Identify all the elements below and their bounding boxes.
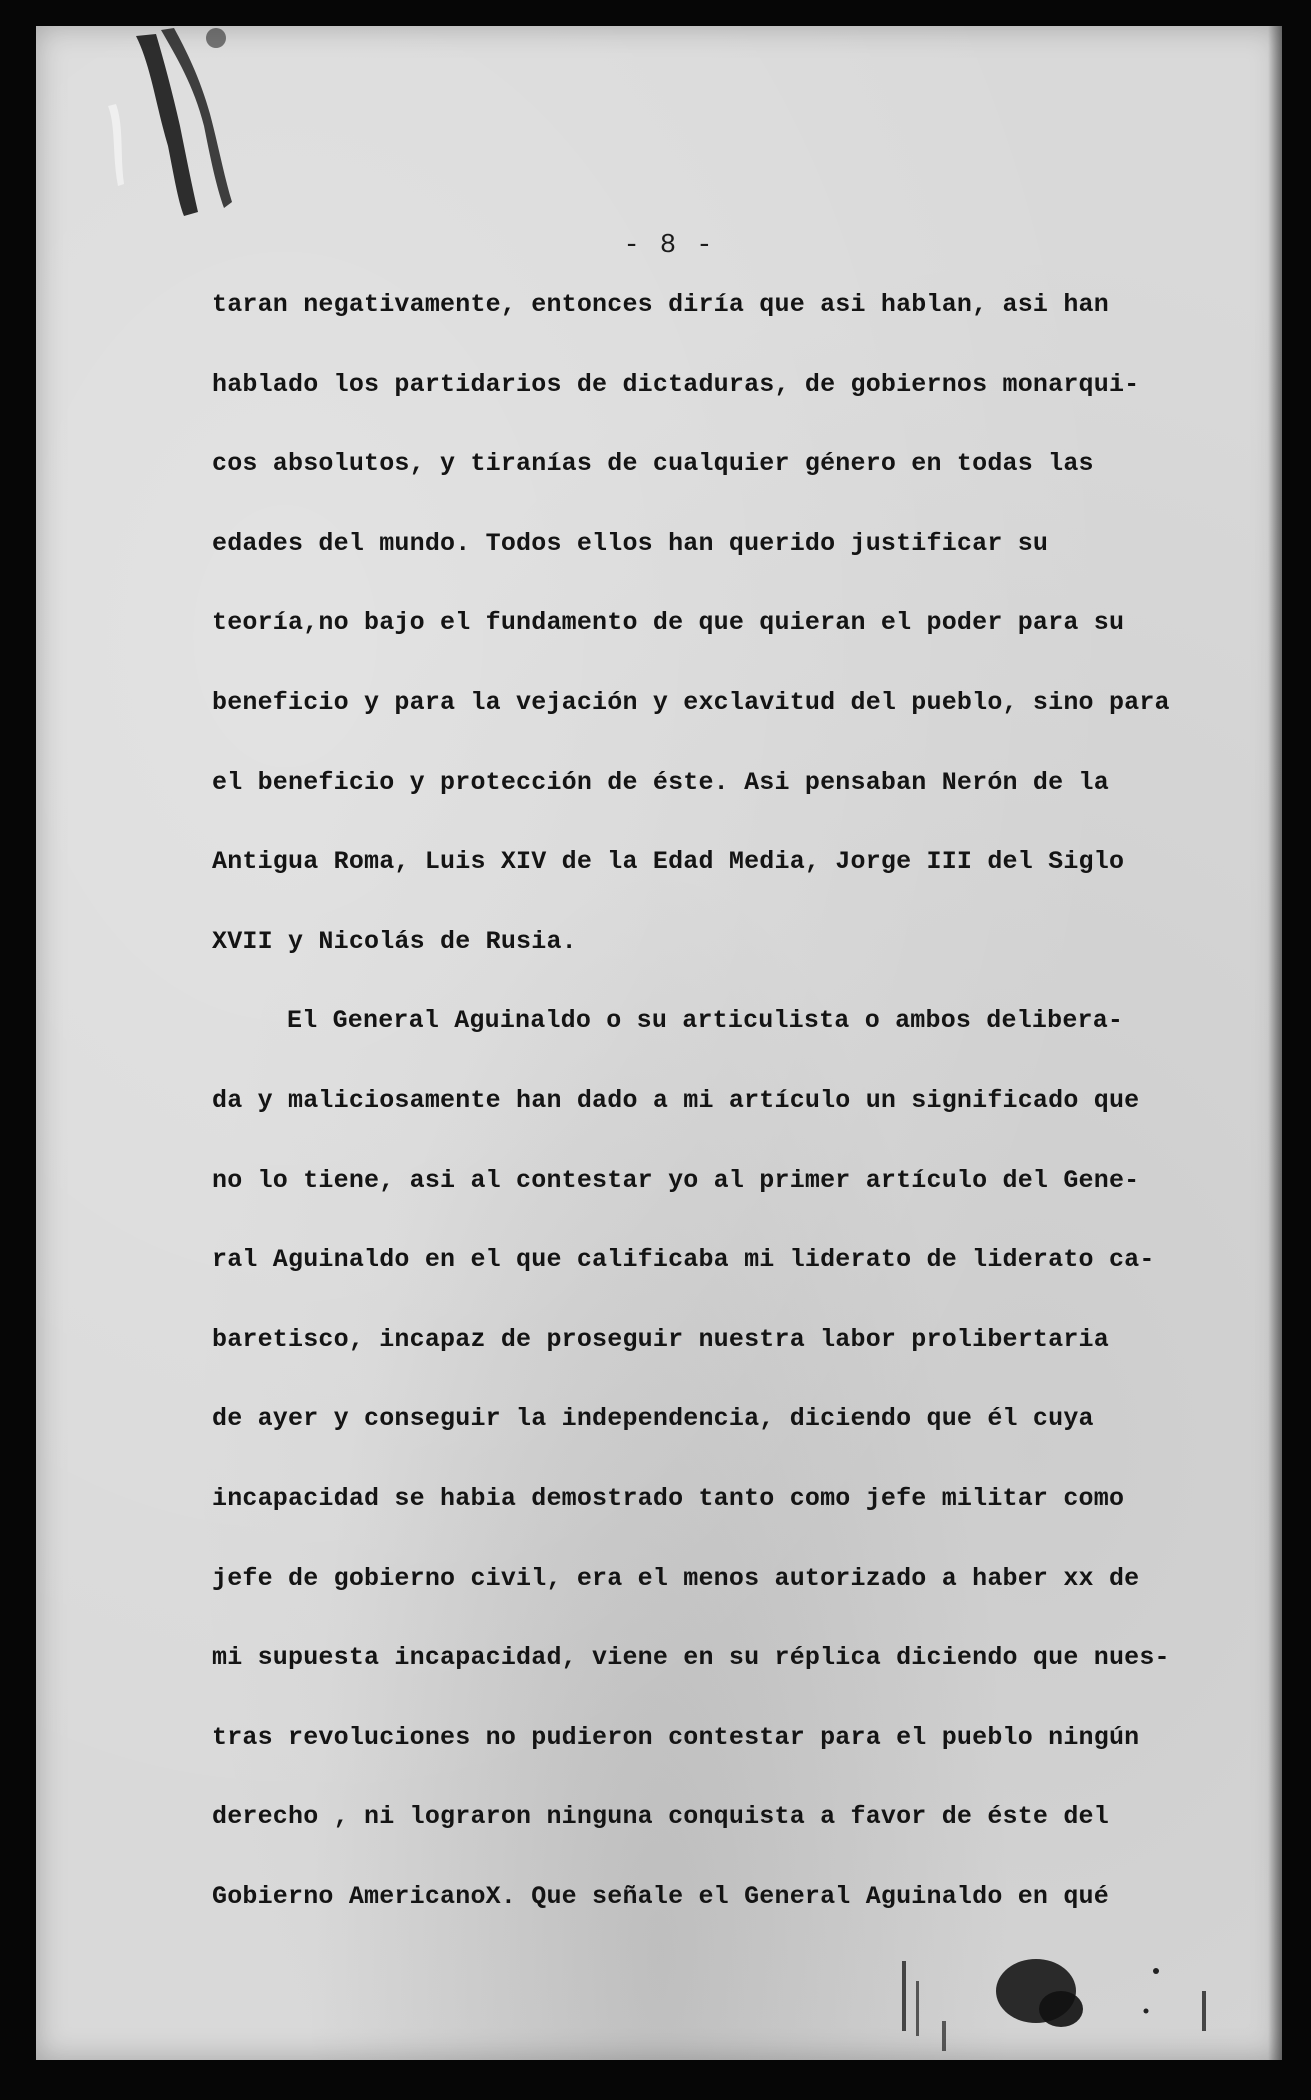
text-line: incapacidad se habia demostrado tanto como jefe militar como bbox=[212, 1483, 1125, 1513]
page-number: - 8 - bbox=[623, 231, 715, 261]
text-line: baretisco, incapaz de proseguir nuestra labor prolibertaria bbox=[212, 1324, 1109, 1354]
paragraph-1 bbox=[212, 278, 1212, 994]
text-line: da y maliciosamente han dado a mi artículo un significado que bbox=[212, 1085, 1140, 1115]
text-line: tras revoluciones no pudieron contestar para el pueblo ningún bbox=[212, 1722, 1140, 1752]
text-line: El General Aguinaldo o su articulista o ambos delibera- bbox=[287, 1006, 1124, 1036]
text-line: no lo tiene, asi al contestar yo al primer artículo del Gene- bbox=[212, 1165, 1140, 1195]
document-body bbox=[212, 278, 1212, 1949]
text-line: hablado los partidarios de dictaduras, de gobiernos monarqui- bbox=[212, 369, 1140, 399]
text-line: ral Aguinaldo en el que calificaba mi liderato de liderato ca- bbox=[212, 1245, 1155, 1275]
text-line: teoría,no bajo el fundamento de que quieran el poder para su bbox=[212, 608, 1125, 638]
page-edge-shadow bbox=[1268, 26, 1282, 2060]
text-line: cos absolutos, y tiranías de cualquier género en todas las bbox=[212, 449, 1094, 479]
text-line: XVII y Nicolás de Rusia. bbox=[212, 926, 577, 956]
ink-stain-bottom bbox=[856, 1931, 1236, 2061]
text-line: beneficio y para la vejación y exclavitud del pueblo, sino para bbox=[212, 687, 1170, 717]
ink-stain-top bbox=[106, 26, 236, 236]
text-line: mi supuesta incapacidad, viene en su réplica diciendo que nues- bbox=[212, 1643, 1170, 1673]
text-line: el beneficio y protección de éste. Asi pensaban Nerón de la bbox=[212, 767, 1109, 797]
paragraph-2 bbox=[212, 994, 1212, 1949]
text-line: de ayer y conseguir la independencia, diciendo que él cuya bbox=[212, 1404, 1094, 1434]
text-line: Gobierno AmericanoX. Que señale el General Aguinaldo en qué bbox=[212, 1881, 1109, 1911]
text-line: jefe de gobierno civil, era el menos autorizado a haber xx de bbox=[212, 1563, 1140, 1593]
text-line: Antigua Roma, Luis XIV de la Edad Media, Jorge III del Siglo bbox=[212, 847, 1125, 877]
text-line: derecho , ni lograron ninguna conquista a favor de éste del bbox=[212, 1802, 1109, 1832]
text-line: taran negativamente, entonces diría que asi hablan, asi han bbox=[212, 290, 1109, 319]
text-line: edades del mundo. Todos ellos han querido justificar su bbox=[212, 528, 1049, 558]
